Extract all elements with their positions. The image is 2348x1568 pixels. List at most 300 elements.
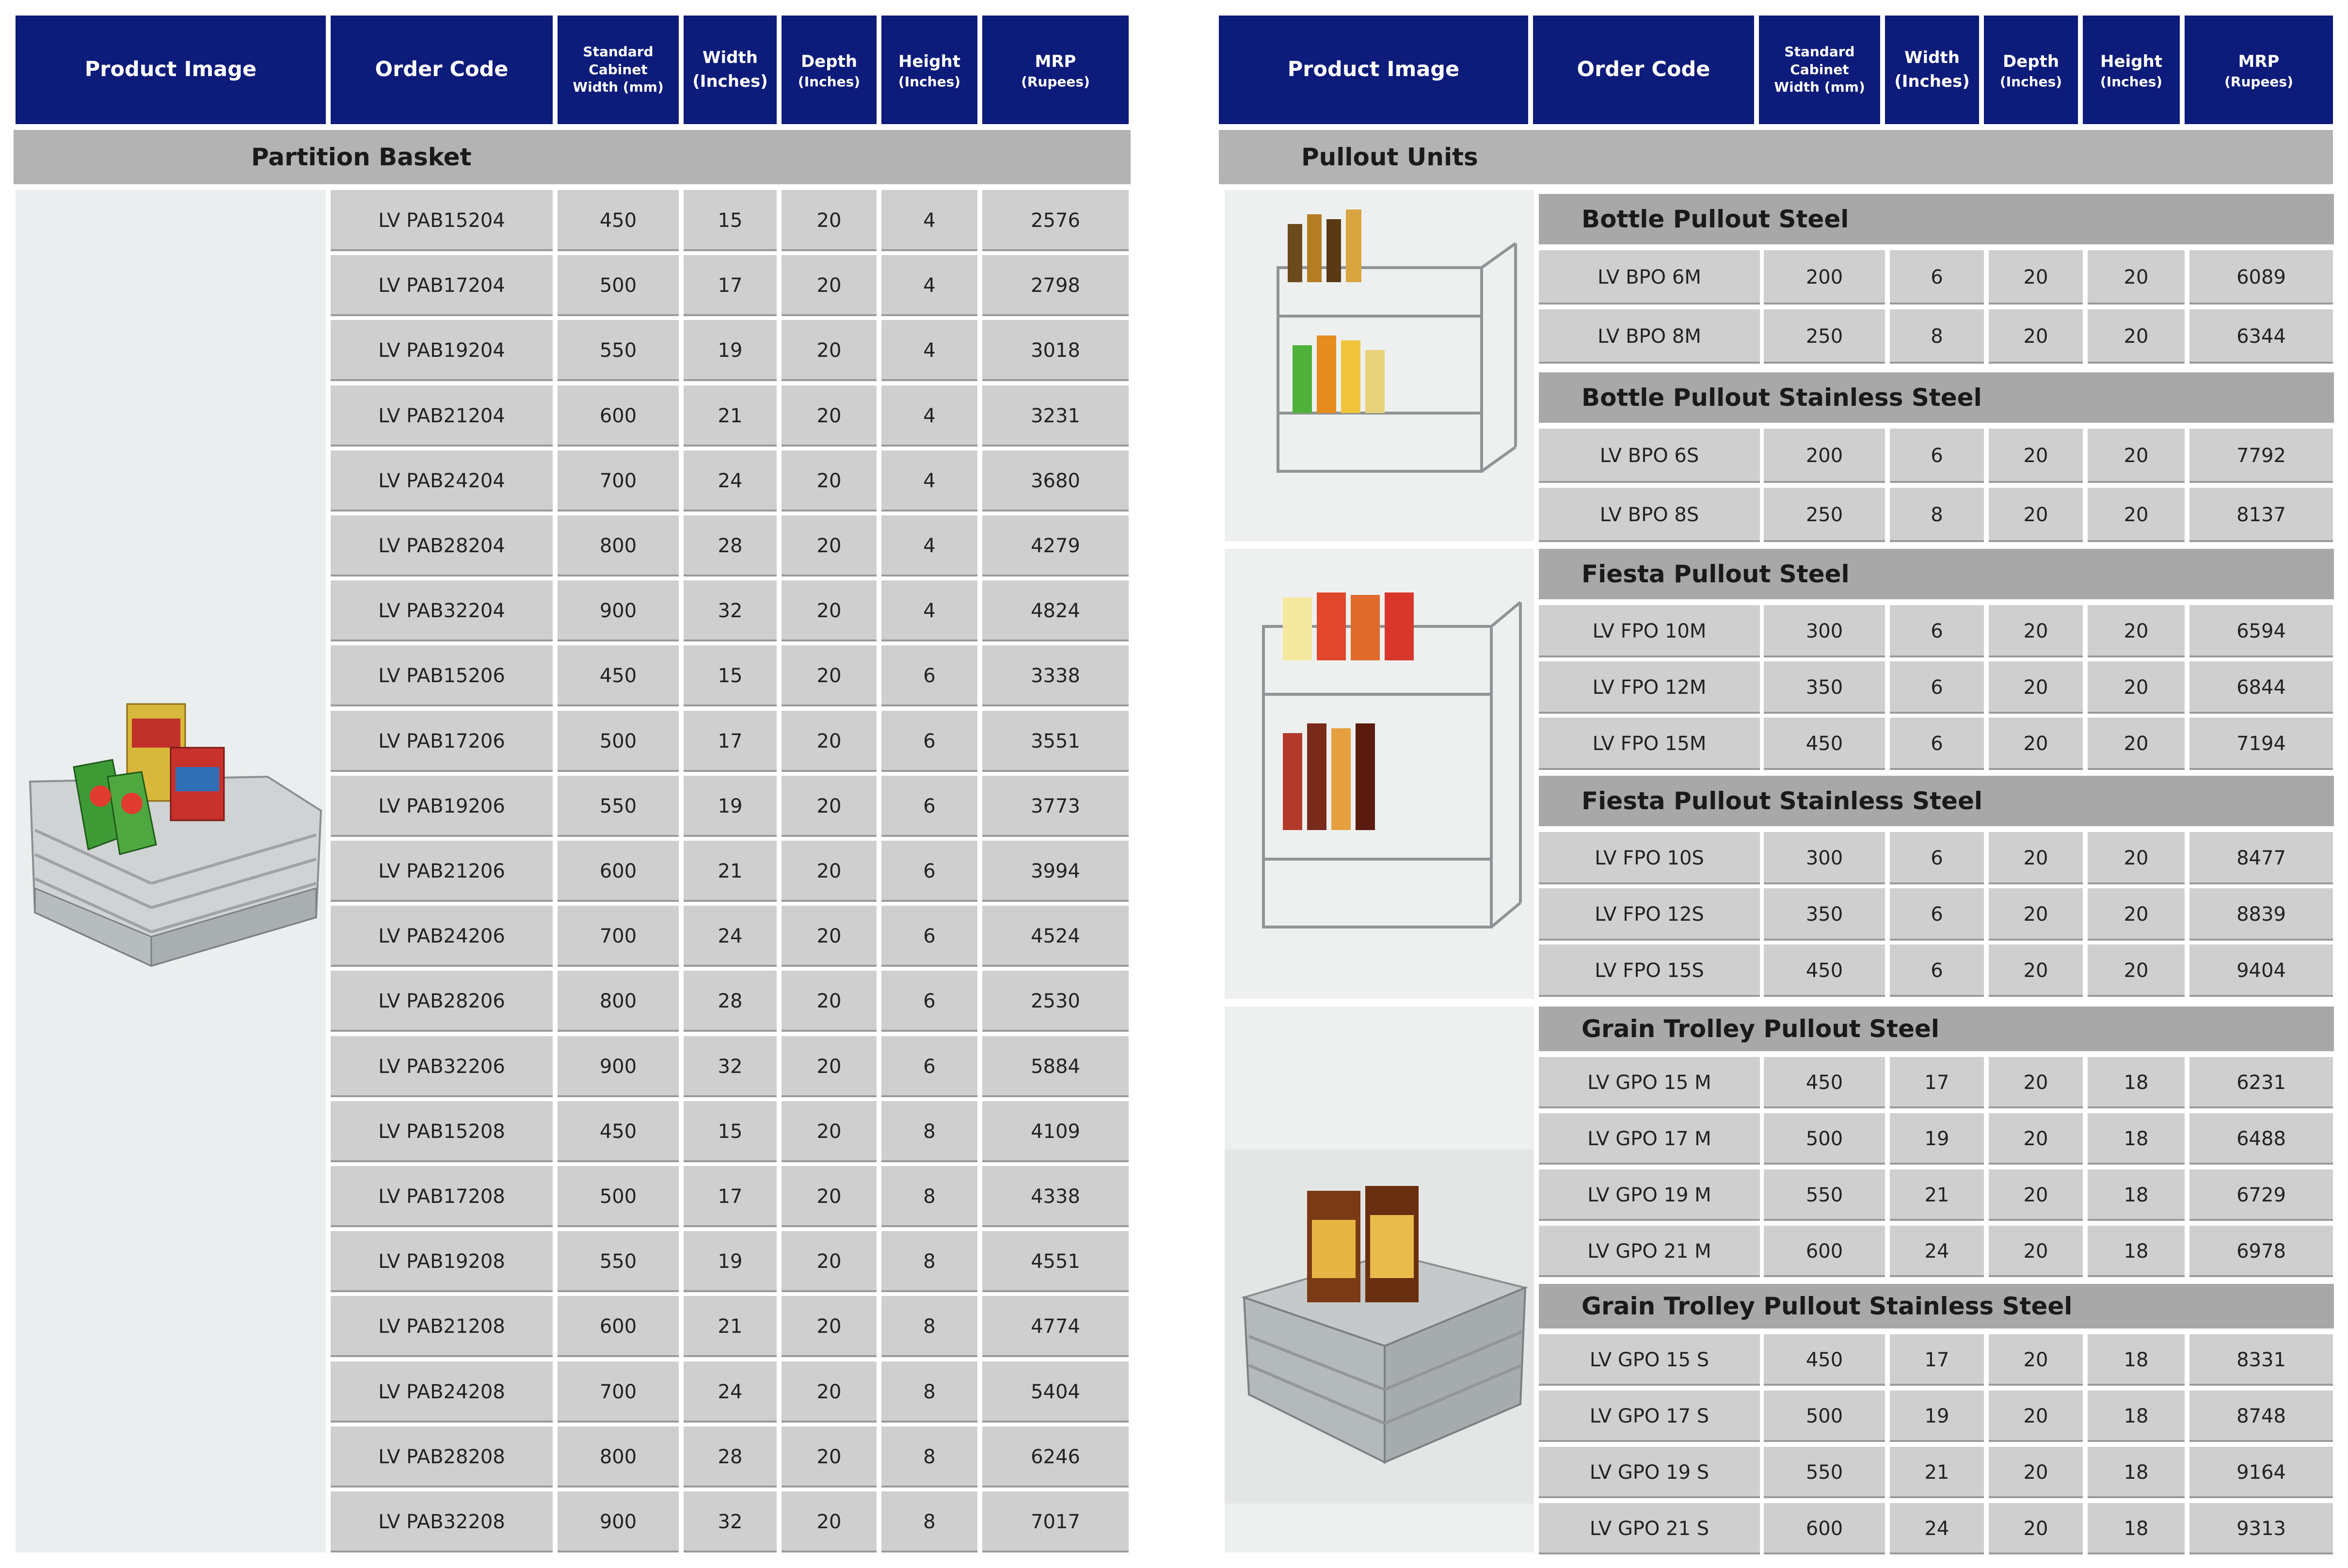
right-group-3-row-3-std-width-text: 450 (1805, 733, 1843, 755)
left-row-17-depth (782, 1231, 877, 1292)
right-header-height (2083, 16, 2180, 124)
left-row-21-order-code (331, 1491, 553, 1552)
right-group-4-row-3-height-text: 20 (2124, 960, 2149, 982)
right-group-1-row-1-order-code (1539, 250, 1760, 304)
right-group-2-row-2-mrp-text: 8137 (2236, 504, 2286, 526)
left-row-2-height (881, 255, 977, 316)
right-group-3-row-3-std-width (1764, 718, 1885, 770)
right-group-4-row-2-height-text: 20 (2124, 903, 2149, 926)
bottle-pullout-image (1225, 190, 1534, 541)
left-row-7-std-width-text: 900 (599, 600, 637, 622)
left-row-10-order-code-text: LV PAB19206 (378, 795, 505, 817)
right-group-6-row-4-height (2088, 1503, 2185, 1554)
right-group-4-row-1-depth (1989, 832, 2083, 884)
right-group-3-row-1-mrp-text: 6594 (2236, 620, 2286, 642)
left-row-12-mrp-text: 4524 (1031, 925, 1080, 947)
right-group-3-row-1-height (2088, 605, 2185, 657)
left-row-8-height-text: 6 (923, 665, 936, 687)
right-group-6-row-3-std-width (1764, 1447, 1885, 1498)
left-row-21-std-width-text: 900 (599, 1511, 637, 1533)
right-group-5-row-2-depth-text: 20 (2023, 1128, 2048, 1150)
left-row-11-width (684, 841, 777, 902)
left-row-20-height (881, 1426, 977, 1488)
right-group-6-row-4-mrp (2189, 1503, 2333, 1554)
right-group-6-row-2-height-text: 18 (2124, 1405, 2149, 1427)
left-row-11-height (881, 841, 977, 902)
right-group-3-row-1-std-width-text: 300 (1805, 620, 1843, 642)
right-group-4-row-1-depth-text: 20 (2023, 847, 2048, 869)
left-row-13-depth-text: 20 (816, 990, 842, 1012)
right-group-2-row-1-height-text: 20 (2124, 445, 2149, 467)
left-row-21-width (684, 1491, 777, 1552)
left-row-1-mrp-text: 2576 (1031, 209, 1080, 232)
left-row-1-width (684, 190, 777, 251)
right-group-5-row-3-height-text: 18 (2124, 1184, 2149, 1206)
left-row-15-mrp-text: 4109 (1031, 1120, 1080, 1143)
left-row-18-height (881, 1296, 977, 1357)
right-section-pullout-units: Pullout Units (1219, 130, 2333, 184)
right-group-1-row-2-depth (1989, 309, 2083, 364)
left-row-12-width (684, 906, 777, 967)
right-group-6-row-2-order-code-text: LV GPO 17 S (1589, 1405, 1709, 1427)
left-row-12-depth-text: 20 (816, 925, 842, 947)
left-row-2-order-code-text: LV PAB17204 (378, 274, 505, 297)
right-group-5-row-2-height-text: 18 (2124, 1128, 2149, 1150)
right-group-1-row-1-depth-text: 20 (2023, 266, 2048, 288)
left-section-partition-basket: Partition Basket (14, 130, 1131, 184)
right-group-title-5 (1539, 1007, 2334, 1051)
left-row-15-order-code-text: LV PAB15208 (378, 1120, 505, 1143)
left-row-7-depth (782, 580, 877, 641)
right-group-4-row-2-order-code (1539, 888, 1760, 941)
right-group-1-row-1-depth (1989, 250, 2083, 304)
right-group-3-row-3-depth-text: 20 (2023, 733, 2048, 755)
left-row-11-order-code-text: LV PAB21206 (378, 860, 505, 882)
right-group-1-row-2-std-width-text: 250 (1805, 325, 1843, 348)
right-group-4-row-1-mrp (2189, 832, 2333, 884)
left-row-3-mrp (982, 320, 1129, 381)
right-group-3-row-2-depth (1989, 661, 2083, 714)
left-row-17-depth-text: 20 (816, 1250, 842, 1273)
right-group-3-row-2-mrp-text: 6844 (2236, 676, 2286, 699)
left-row-7-height-text: 4 (923, 600, 936, 622)
left-row-21-depth (782, 1491, 877, 1552)
left-row-15-height (881, 1101, 977, 1162)
right-group-6-row-4-width (1890, 1503, 1984, 1554)
left-row-15-width (684, 1101, 777, 1162)
right-group-3-row-3-width-text: 6 (1931, 733, 1943, 755)
right-group-3-row-2-order-code-text: LV FPO 12M (1592, 676, 1707, 699)
left-header-product-image: Product Image (16, 16, 326, 124)
right-group-title-3-text: Fiesta Pullout Steel (1581, 560, 1850, 588)
right-group-1-row-2-width-text: 8 (1931, 325, 1943, 348)
right-group-6-row-2-mrp-text: 8748 (2236, 1405, 2286, 1427)
left-row-10-mrp-text: 3773 (1031, 795, 1080, 817)
left-row-8-height (881, 645, 977, 706)
left-row-13-mrp (982, 971, 1129, 1032)
left-row-19-depth-text: 20 (816, 1381, 842, 1403)
right-group-title-2-text: Bottle Pullout Stainless Steel (1581, 384, 1982, 412)
right-group-2-row-2-std-width (1764, 488, 1885, 542)
right-group-5-row-1-mrp (2189, 1057, 2333, 1108)
left-row-18-std-width-text: 600 (599, 1315, 637, 1338)
right-group-3-row-2-order-code (1539, 661, 1760, 714)
right-group-6-row-2-std-width-text: 500 (1805, 1405, 1843, 1427)
right-group-5-row-1-std-width (1764, 1057, 1885, 1108)
partition-basket-illustration (16, 190, 326, 1552)
right-group-title-4-text: Fiesta Pullout Stainless Steel (1581, 787, 1983, 815)
left-row-20-height-text: 8 (923, 1446, 936, 1468)
left-header-depth-line1: Depth (800, 51, 858, 71)
left-row-13-mrp-text: 2530 (1031, 990, 1080, 1012)
left-row-16-order-code-text: LV PAB17208 (378, 1185, 505, 1208)
left-row-5-std-width-text: 700 (599, 470, 637, 492)
right-group-3-row-2-height (2088, 661, 2185, 714)
left-row-20-mrp (982, 1426, 1129, 1488)
right-group-5-row-4-std-width-text: 600 (1805, 1240, 1843, 1263)
right-group-5-row-4-depth (1989, 1226, 2083, 1277)
grain-trolley-image (1225, 1007, 1534, 1552)
left-row-17-width (684, 1231, 777, 1292)
left-row-18-mrp (982, 1296, 1129, 1357)
left-row-18-mrp-text: 4774 (1031, 1315, 1080, 1338)
left-row-13-width-text: 28 (718, 990, 743, 1012)
right-group-5-row-4-width-text: 24 (1924, 1240, 1949, 1263)
left-row-13-depth (782, 971, 877, 1032)
right-group-3-row-3-depth (1989, 718, 2083, 770)
right-group-4-row-2-std-width-text: 350 (1805, 903, 1843, 926)
right-group-6-row-4-std-width (1764, 1503, 1885, 1554)
left-row-11-depth (782, 841, 877, 902)
right-group-2-row-1-std-width (1764, 429, 1885, 483)
right-group-6-row-4-std-width-text: 600 (1805, 1518, 1843, 1540)
right-group-6-row-4-depth-text: 20 (2023, 1518, 2048, 1540)
left-header-depth (782, 16, 877, 124)
left-row-8-depth (782, 645, 877, 706)
left-row-17-mrp (982, 1231, 1129, 1292)
right-header-width-line2: (Inches) (1894, 72, 1970, 91)
right-group-title-1-text: Bottle Pullout Steel (1581, 205, 1849, 233)
right-group-6-row-2-width-text: 19 (1924, 1405, 1949, 1427)
right-group-3-row-3-height (2088, 718, 2185, 770)
left-row-14-width (684, 1036, 777, 1097)
left-row-20-width-text: 28 (718, 1446, 743, 1468)
right-group-5-row-2-std-width-text: 500 (1805, 1128, 1843, 1150)
left-row-19-std-width-text: 700 (599, 1381, 637, 1403)
left-row-16-height (881, 1166, 977, 1227)
left-row-12-order-code (331, 906, 553, 967)
right-group-6-row-1-std-width (1764, 1334, 1885, 1386)
right-group-2-row-1-depth-text: 20 (2023, 445, 2048, 467)
right-group-5-row-1-order-code (1539, 1057, 1760, 1108)
left-row-15-depth (782, 1101, 877, 1162)
right-group-6-row-2-std-width (1764, 1391, 1885, 1442)
left-row-12-std-width (558, 906, 679, 967)
left-row-21-mrp-text: 7017 (1031, 1511, 1080, 1533)
left-row-4-height-text: 4 (923, 405, 936, 427)
left-row-2-height-text: 4 (923, 274, 936, 297)
right-group-5-row-4-mrp (2189, 1226, 2333, 1277)
left-row-2-mrp-text: 2798 (1031, 274, 1080, 297)
left-row-10-width-text: 19 (718, 795, 743, 817)
right-group-2-row-1-mrp-text: 7792 (2236, 445, 2286, 467)
left-row-19-width (684, 1361, 777, 1423)
right-group-4-row-2-mrp-text: 8839 (2236, 903, 2286, 926)
right-group-6-row-3-mrp (2189, 1447, 2333, 1498)
right-group-1-row-1-mrp (2189, 250, 2333, 304)
right-group-title-5-text: Grain Trolley Pullout Steel (1581, 1015, 1940, 1043)
right-group-2-row-1-std-width-text: 200 (1805, 445, 1843, 467)
left-row-3-std-width-text: 550 (599, 339, 637, 362)
right-group-5-row-2-std-width (1764, 1113, 1885, 1165)
left-row-4-width-text: 21 (718, 405, 743, 427)
right-group-5-row-1-width (1890, 1057, 1984, 1108)
right-group-5-row-1-depth-text: 20 (2023, 1072, 2048, 1094)
right-group-5-row-2-mrp-text: 6488 (2236, 1128, 2286, 1150)
left-row-15-width-text: 15 (718, 1120, 743, 1143)
right-header-product-image: Product Image (1219, 16, 1528, 124)
right-group-5-row-4-std-width (1764, 1226, 1885, 1277)
right-group-2-row-2-std-width-text: 250 (1805, 504, 1843, 526)
right-group-3-row-1-width (1890, 605, 1984, 657)
right-group-4-row-3-width-text: 6 (1931, 960, 1943, 982)
left-row-1-order-code-text: LV PAB15204 (378, 209, 505, 232)
right-group-5-row-3-std-width (1764, 1169, 1885, 1221)
left-row-14-std-width-text: 900 (599, 1056, 637, 1078)
left-row-2-std-width (558, 255, 679, 316)
right-group-4-row-1-mrp-text: 8477 (2236, 847, 2286, 869)
left-row-19-width-text: 24 (718, 1381, 743, 1403)
left-row-8-order-code (331, 645, 553, 706)
left-header-mrp-line1: MRP (1035, 51, 1076, 71)
left-row-1-height-text: 4 (923, 209, 936, 232)
left-row-3-height-text: 4 (923, 339, 936, 362)
left-row-11-height-text: 6 (923, 860, 936, 882)
right-group-2-row-1-width (1890, 429, 1984, 483)
left-row-18-depth (782, 1296, 877, 1357)
left-row-13-std-width (558, 971, 679, 1032)
right-group-5-row-2-width (1890, 1113, 1984, 1165)
left-row-2-depth (782, 255, 877, 316)
left-row-8-width (684, 645, 777, 706)
right-group-1-row-1-height (2088, 250, 2185, 304)
left-header-height (881, 16, 977, 124)
right-group-2-row-1-mrp (2189, 429, 2333, 483)
right-group-1-row-2-height-text: 20 (2124, 325, 2149, 348)
right-group-4-row-3-depth-text: 20 (2023, 960, 2048, 982)
right-group-5-row-4-depth-text: 20 (2023, 1240, 2048, 1263)
left-row-18-order-code (331, 1296, 553, 1357)
right-group-4-row-3-std-width (1764, 944, 1885, 997)
grain-trolley-illustration (1225, 1007, 1534, 1552)
left-row-16-std-width (558, 1166, 679, 1227)
right-group-5-row-4-width (1890, 1226, 1984, 1277)
left-row-14-order-code-text: LV PAB32206 (378, 1056, 505, 1078)
left-row-7-std-width (558, 580, 679, 641)
right-group-3-row-3-height-text: 20 (2124, 733, 2149, 755)
left-row-5-height (881, 450, 977, 512)
right-group-3-row-2-height-text: 20 (2124, 676, 2149, 699)
left-row-3-std-width (558, 320, 679, 381)
left-row-15-height-text: 8 (923, 1120, 936, 1143)
left-row-7-depth-text: 20 (816, 600, 842, 622)
right-group-6-row-3-order-code-text: LV GPO 19 S (1589, 1461, 1709, 1484)
left-row-1-depth (782, 190, 877, 251)
left-row-15-depth-text: 20 (816, 1120, 842, 1143)
right-group-1-row-1-width-text: 6 (1931, 266, 1943, 288)
left-row-6-std-width (558, 515, 679, 576)
right-group-4-row-3-depth (1989, 944, 2083, 997)
right-group-3-row-1-std-width (1764, 605, 1885, 657)
left-header-std-line3: Width (mm) (573, 79, 664, 96)
left-row-9-order-code-text: LV PAB17206 (378, 730, 505, 752)
left-row-7-mrp-text: 4824 (1031, 600, 1080, 622)
right-group-3-row-2-width-text: 6 (1931, 676, 1943, 699)
left-row-3-depth (782, 320, 877, 381)
left-row-7-mrp (982, 580, 1129, 641)
left-row-8-mrp-text: 3338 (1031, 665, 1080, 687)
right-group-1-row-2-depth-text: 20 (2023, 325, 2048, 348)
right-group-title-3 (1539, 549, 2334, 599)
right-group-2-row-1-width-text: 6 (1931, 445, 1943, 467)
left-row-10-depth (782, 776, 877, 837)
right-group-2-row-2-width-text: 8 (1931, 504, 1943, 526)
right-group-4-row-3-std-width-text: 450 (1805, 960, 1843, 982)
left-row-7-order-code-text: LV PAB32204 (378, 600, 505, 622)
right-group-5-row-3-width (1890, 1169, 1984, 1221)
right-group-5-row-2-height (2088, 1113, 2185, 1165)
right-group-title-4 (1539, 776, 2334, 826)
right-group-5-row-3-depth (1989, 1169, 2083, 1221)
right-group-4-row-2-width-text: 6 (1931, 903, 1943, 926)
right-group-2-row-1-height (2088, 429, 2185, 483)
left-row-19-std-width (558, 1361, 679, 1423)
right-group-5-row-2-depth (1989, 1113, 2083, 1165)
right-group-3-row-3-width (1890, 718, 1984, 770)
right-group-2-row-2-order-code (1539, 488, 1760, 542)
left-row-6-order-code-text: LV PAB28204 (378, 535, 505, 557)
left-row-11-std-width-text: 600 (599, 860, 637, 882)
left-row-10-mrp (982, 776, 1129, 837)
left-row-13-height-text: 6 (923, 990, 936, 1012)
right-group-3-row-2-width (1890, 661, 1984, 714)
left-row-15-order-code (331, 1101, 553, 1162)
right-group-1-row-1-order-code-text: LV BPO 6M (1597, 266, 1701, 288)
left-row-11-mrp-text: 3994 (1031, 860, 1080, 882)
left-row-17-std-width (558, 1231, 679, 1292)
left-row-4-depth (782, 385, 877, 447)
right-group-4-row-3-height (2088, 944, 2185, 997)
left-row-20-mrp-text: 6246 (1031, 1446, 1080, 1468)
right-group-1-row-2-std-width (1764, 309, 1885, 364)
right-group-4-row-1-height (2088, 832, 2185, 884)
right-header-mrp-line1: MRP (2238, 51, 2280, 71)
right-group-6-row-3-height-text: 18 (2124, 1461, 2149, 1484)
left-row-6-depth-text: 20 (816, 535, 842, 557)
left-row-17-mrp-text: 4551 (1031, 1250, 1080, 1273)
left-row-1-order-code (331, 190, 553, 251)
right-group-1-row-2-height (2088, 309, 2185, 364)
left-row-20-order-code-text: LV PAB28208 (378, 1446, 505, 1468)
right-group-5-row-1-mrp-text: 6231 (2236, 1072, 2286, 1094)
left-row-1-width-text: 15 (718, 209, 743, 232)
right-group-6-row-1-height (2088, 1334, 2185, 1386)
right-group-5-row-4-order-code-text: LV GPO 21 M (1587, 1240, 1711, 1263)
left-row-16-mrp (982, 1166, 1129, 1227)
right-group-4-row-3-mrp-text: 9404 (2236, 960, 2286, 982)
right-group-5-row-3-order-code (1539, 1169, 1760, 1221)
left-row-14-height-text: 6 (923, 1056, 936, 1078)
left-row-20-order-code (331, 1426, 553, 1488)
right-group-6-row-4-width-text: 24 (1924, 1518, 1949, 1540)
right-group-6-row-4-height-text: 18 (2124, 1518, 2149, 1540)
right-group-5-row-1-width-text: 17 (1924, 1072, 1949, 1094)
left-row-15-std-width (558, 1101, 679, 1162)
left-header-height-line1: Height (898, 51, 960, 71)
right-group-3-row-2-std-width-text: 350 (1805, 676, 1843, 699)
right-group-2-row-2-mrp (2189, 488, 2333, 542)
right-group-4-row-1-height-text: 20 (2124, 847, 2149, 869)
left-row-13-order-code-text: LV PAB28206 (378, 990, 505, 1012)
right-group-3-row-2-std-width (1764, 661, 1885, 714)
right-group-4-row-2-std-width (1764, 888, 1885, 941)
right-group-4-row-3-width (1890, 944, 1984, 997)
right-group-4-row-1-width-text: 6 (1931, 847, 1943, 869)
right-group-6-row-1-mrp-text: 8331 (2236, 1349, 2286, 1371)
left-header-height-line2: (Inches) (898, 74, 961, 90)
left-header-mrp-line2: (Rupees) (1021, 74, 1090, 90)
right-group-2-row-2-height-text: 20 (2124, 504, 2149, 526)
left-row-21-order-code-text: LV PAB32208 (378, 1511, 505, 1533)
left-header-std-line1: Standard (583, 44, 654, 60)
left-row-16-width-text: 17 (718, 1185, 743, 1208)
left-row-20-width (684, 1426, 777, 1488)
right-group-3-row-1-depth-text: 20 (2023, 620, 2048, 642)
right-group-5-row-2-width-text: 19 (1924, 1128, 1949, 1150)
left-row-13-height (881, 971, 977, 1032)
right-group-1-row-2-order-code-text: LV BPO 8M (1597, 325, 1701, 348)
right-group-6-row-2-width (1890, 1391, 1984, 1442)
right-group-1-row-1-mrp-text: 6089 (2236, 266, 2286, 288)
right-group-6-row-1-depth-text: 20 (2023, 1349, 2048, 1371)
right-group-6-row-2-depth-text: 20 (2023, 1405, 2048, 1427)
right-group-3-row-3-mrp (2189, 718, 2333, 770)
left-row-17-height-text: 8 (923, 1250, 936, 1273)
left-row-9-height (881, 711, 977, 772)
left-row-2-depth-text: 20 (816, 274, 842, 297)
left-row-3-mrp-text: 3018 (1031, 339, 1080, 362)
left-row-7-order-code (331, 580, 553, 641)
right-group-3-row-1-width-text: 6 (1931, 620, 1943, 642)
right-group-6-row-2-mrp (2189, 1391, 2333, 1442)
left-row-5-order-code (331, 450, 553, 512)
left-row-2-width-text: 17 (718, 274, 743, 297)
left-row-19-height-text: 8 (923, 1381, 936, 1403)
left-row-19-order-code-text: LV PAB24208 (378, 1381, 505, 1403)
right-group-6-row-1-width (1890, 1334, 1984, 1386)
left-row-1-std-width (558, 190, 679, 251)
right-group-5-row-3-mrp (2189, 1169, 2333, 1221)
left-row-2-width (684, 255, 777, 316)
left-row-19-height (881, 1361, 977, 1423)
right-group-6-row-3-width-text: 21 (1924, 1461, 1949, 1484)
left-row-12-order-code-text: LV PAB24206 (378, 925, 505, 947)
left-row-5-height-text: 4 (923, 470, 936, 492)
left-row-16-depth (782, 1166, 877, 1227)
left-header-depth-line2: (Inches) (798, 74, 861, 90)
right-header-mrp-line2: (Rupees) (2224, 74, 2293, 90)
left-row-4-std-width (558, 385, 679, 447)
